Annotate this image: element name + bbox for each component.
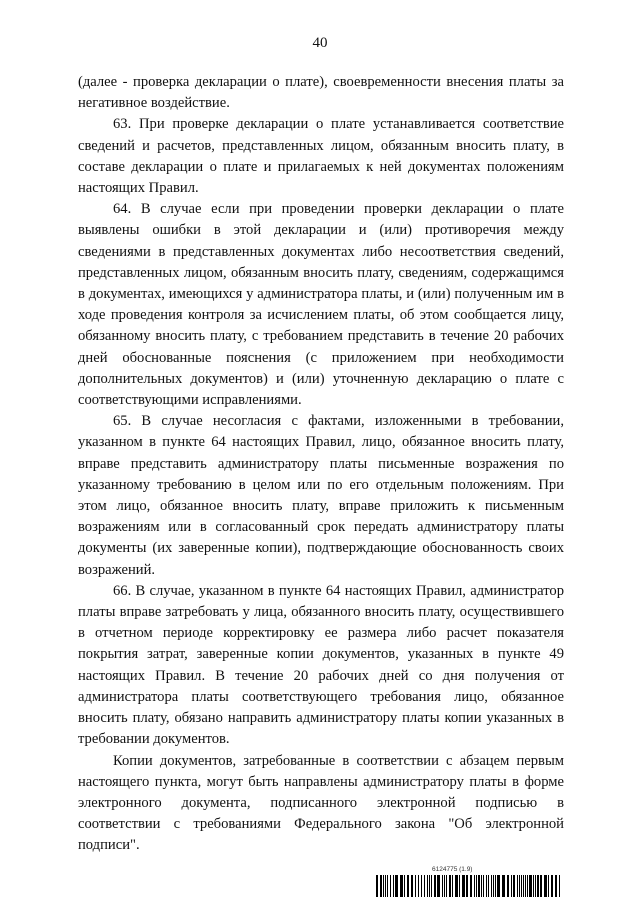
barcode-bar <box>476 875 477 897</box>
barcode-bar <box>455 875 458 897</box>
barcode-bar <box>380 875 382 897</box>
barcode-bar <box>486 875 487 897</box>
barcode-bar <box>529 875 532 897</box>
barcode-bar <box>493 875 494 897</box>
barcode-icon <box>376 875 564 897</box>
paragraph-66-continued: Копии документов, затребованные в соответствии с абзацем первым настоящего пункта, могут быть направлены администратору платы в форме электронного документа, подписанного электронной подписью в соответствии с требованиями Федерального закона "Об электронной подписи". <box>78 752 564 854</box>
barcode-bar <box>527 875 528 897</box>
barcode-bar <box>385 875 386 897</box>
barcode-bar <box>444 875 445 897</box>
barcode-bar <box>383 875 384 897</box>
barcode-bar <box>544 875 547 897</box>
barcode-bar <box>462 875 465 897</box>
barcode-bar <box>502 875 505 897</box>
barcode-bar <box>555 875 557 897</box>
barcode-bar <box>517 875 518 897</box>
barcode-bar <box>483 875 484 897</box>
barcode-bar <box>535 875 536 897</box>
barcode-bar <box>387 875 388 897</box>
barcode-bar <box>429 875 430 897</box>
barcode-bar <box>449 875 451 897</box>
barcode-bar <box>559 875 560 897</box>
barcode-bar <box>395 875 398 897</box>
barcode-bar <box>540 875 542 897</box>
barcode-bar <box>521 875 522 897</box>
barcode-bar <box>418 875 419 897</box>
barcode-bar <box>537 875 539 897</box>
barcode-bar <box>437 875 440 897</box>
barcode-bar <box>415 875 416 897</box>
body-text <box>78 72 564 857</box>
barcode-bar <box>551 875 553 897</box>
barcode-bar <box>478 875 480 897</box>
barcode-bar <box>427 875 428 897</box>
paragraph-64: 64. В случае если при проведении проверки декларации о плате выявлены ошибки в этой декларации и (или) противоречия между сведениями в представленных документах либо несоответствия сведений, представленных лицом, обязанным вносить плату, сведениям, содержащимся в документах, имеющихся у администратора платы, и (или) полученным им в ходе проведения контроля за исчислением платы, об этом сообщается лицу, обязанному вносить плату, с требованием представить в течение 20 рабочих дней обоснованные пояснения (с приложением при необходимости дополнительных документов) и (или) уточненную декларацию о плате с соответствующими исправлениями. <box>78 201 564 409</box>
paragraph: (далее - проверка декларации о плате), своевременности внесения платы за негативное воздействие. <box>78 74 564 112</box>
barcode-bar <box>411 875 413 897</box>
barcode-bar <box>523 875 524 897</box>
barcode-bar <box>424 875 425 897</box>
barcode-label: 6124775 (1.9) <box>432 866 473 873</box>
barcode-bar <box>390 875 391 897</box>
barcode-bar <box>393 875 394 897</box>
barcode <box>376 875 564 897</box>
barcode-bar <box>548 875 549 897</box>
barcode-bar <box>400 875 403 897</box>
barcode-bar <box>513 875 515 897</box>
barcode-bar <box>491 875 492 897</box>
barcode-bar <box>507 875 509 897</box>
barcode-bar <box>407 875 409 897</box>
barcode-bar <box>434 875 436 897</box>
barcode-bar <box>511 875 512 897</box>
paragraph-65: 65. В случае несогласия с фактами, изложенными в требовании, указанном в пункте 64 настоящих Правил, лицо, обязанное вносить плату, вправе представить администратору платы письменные возражения по указанному требованию в целом или по его отдельным положениям. При этом лицо, обязанное вносить плату, вправе приложить к письменным возражениям или в согласованный срок передать администратору платы документы (их заверенные копии), подтверждающие обоснованность своих возражений. <box>78 413 564 578</box>
barcode-bar <box>533 875 534 897</box>
barcode-bar <box>470 875 472 897</box>
barcode-bar <box>446 875 447 897</box>
barcode-bar <box>459 875 460 897</box>
barcode-bar <box>452 875 453 897</box>
barcode-bar <box>376 875 378 897</box>
barcode-bar <box>431 875 432 897</box>
barcode-bar <box>466 875 468 897</box>
barcode-bar <box>481 875 482 897</box>
barcode-bar <box>421 875 422 897</box>
page-number: 40 <box>312 35 328 51</box>
barcode-bar <box>488 875 489 897</box>
barcode-bar <box>442 875 443 897</box>
barcode-bar <box>474 875 475 897</box>
barcode-bar <box>495 875 496 897</box>
barcode-bar <box>525 875 526 897</box>
barcode-bar <box>497 875 500 897</box>
barcode-bar <box>519 875 520 897</box>
barcode-bar <box>404 875 405 897</box>
paragraph-66: 66. В случае, указанном в пункте 64 настоящих Правил, администратор платы вправе затребовать у лица, обязанного вносить плату, осуществившего в отчетном периоде корректировку ее размера либо расчет показателя покрытия затрат, заверенные копии документов, указанных в пункте 49 настоящих Правил. В течение 20 рабочих дней со дня получения от администратора платы соответствующего требования лицо, обязанное вносить плату, обязано направить администратору платы копии указанных в требовании документов. <box>78 582 564 748</box>
paragraph-63: 63. При проверке декларации о плате устанавливается соответствие сведений и расчетов, представленных лицом, обязанным вносить плату, в составе декларации о плате и прилагаемых к ней документах положениям настоящих Правил. <box>78 116 564 197</box>
